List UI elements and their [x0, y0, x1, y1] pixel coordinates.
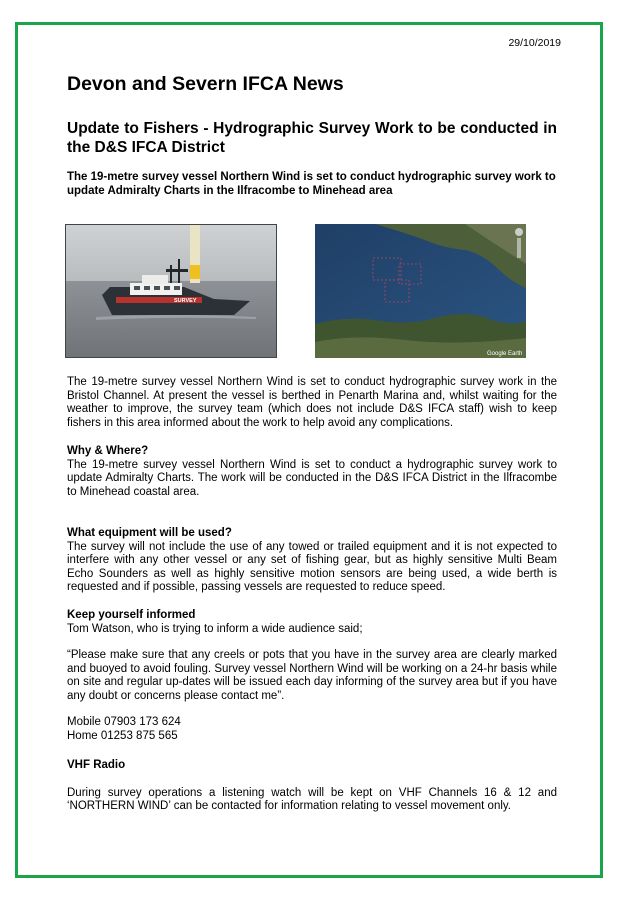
survey-area-map — [315, 224, 526, 358]
informed-heading: Keep yourself informed — [67, 609, 196, 621]
map-credit: Google Earth — [487, 351, 523, 357]
informed-section — [67, 609, 557, 743]
date: 29/10/2019 — [508, 37, 561, 49]
informed-quote: “Please make sure that any creels or pots that you have in the survey area are clearly marked and buoyed to avoid fouling. Survey vessel Northern Wind will be working on a 24-hr basis while on site and regular up-dates will be issued each day informing of the survey area but if you have any doubt or concerns please contact me”. — [67, 649, 557, 702]
survey-vessel-photo — [65, 224, 277, 358]
intro-paragraph: The 19-metre survey vessel Northern Wind is set to conduct hydrographic survey work in the Bristol Channel. At present the vessel is berthed in Penarth Marina and, whilst waiting for the weather to improve, the survey team (which does not include D&S IFCA staff) wish to keep fishers in this area informed about the work to help avoid any complications. — [67, 376, 557, 429]
why-where-heading: Why & Where? — [67, 445, 149, 457]
lead-paragraph: The 19-metre survey vessel Northern Wind is set to conduct hydrographic survey work to update Admiralty Charts in the Ilfracombe to Minehead area — [67, 171, 556, 197]
home-number: Home 01253 875 565 — [67, 729, 178, 742]
vhf-text: During survey operations a listening watch will be kept on VHF Channels 16 & 12 and ‘NORTHERN WIND’ can be contacted for information relating to vessel movement only. — [67, 786, 557, 812]
why-where-section — [67, 445, 557, 499]
why-where-text: The 19-metre survey vessel Northern Wind is set to conduct a hydrographic survey work to update Admiralty Charts. The work will be conducted in the D&S IFCA District in the Ilfracombe to Minehead coastal area. — [67, 458, 557, 498]
informed-intro: Tom Watson, who is trying to inform a wide audience said; — [67, 622, 363, 635]
headline: Update to Fishers - Hydrographic Survey Work to be conducted in the D&S IFCA District — [67, 120, 557, 156]
vhf-section — [67, 759, 557, 814]
mobile-number: Mobile 07903 173 624 — [67, 716, 181, 728]
equipment-text: The survey will not include the use of any towed or trailed equipment and it is not expected to interfere with any other vessel or any set of fishing gear, but as highly sensitive Multi Beam Echo Sounders as well as highly sensitive motion sensors are being used, a wide berth is requested and if possible, passing vessels are requested to reduce speed. — [67, 540, 557, 593]
vhf-heading: VHF Radio — [67, 759, 126, 771]
hull-label: SURVEY — [174, 298, 197, 304]
organisation-title: Devon and Severn IFCA News — [67, 73, 344, 95]
equipment-heading: What equipment will be used? — [67, 527, 232, 539]
equipment-section — [67, 527, 557, 595]
